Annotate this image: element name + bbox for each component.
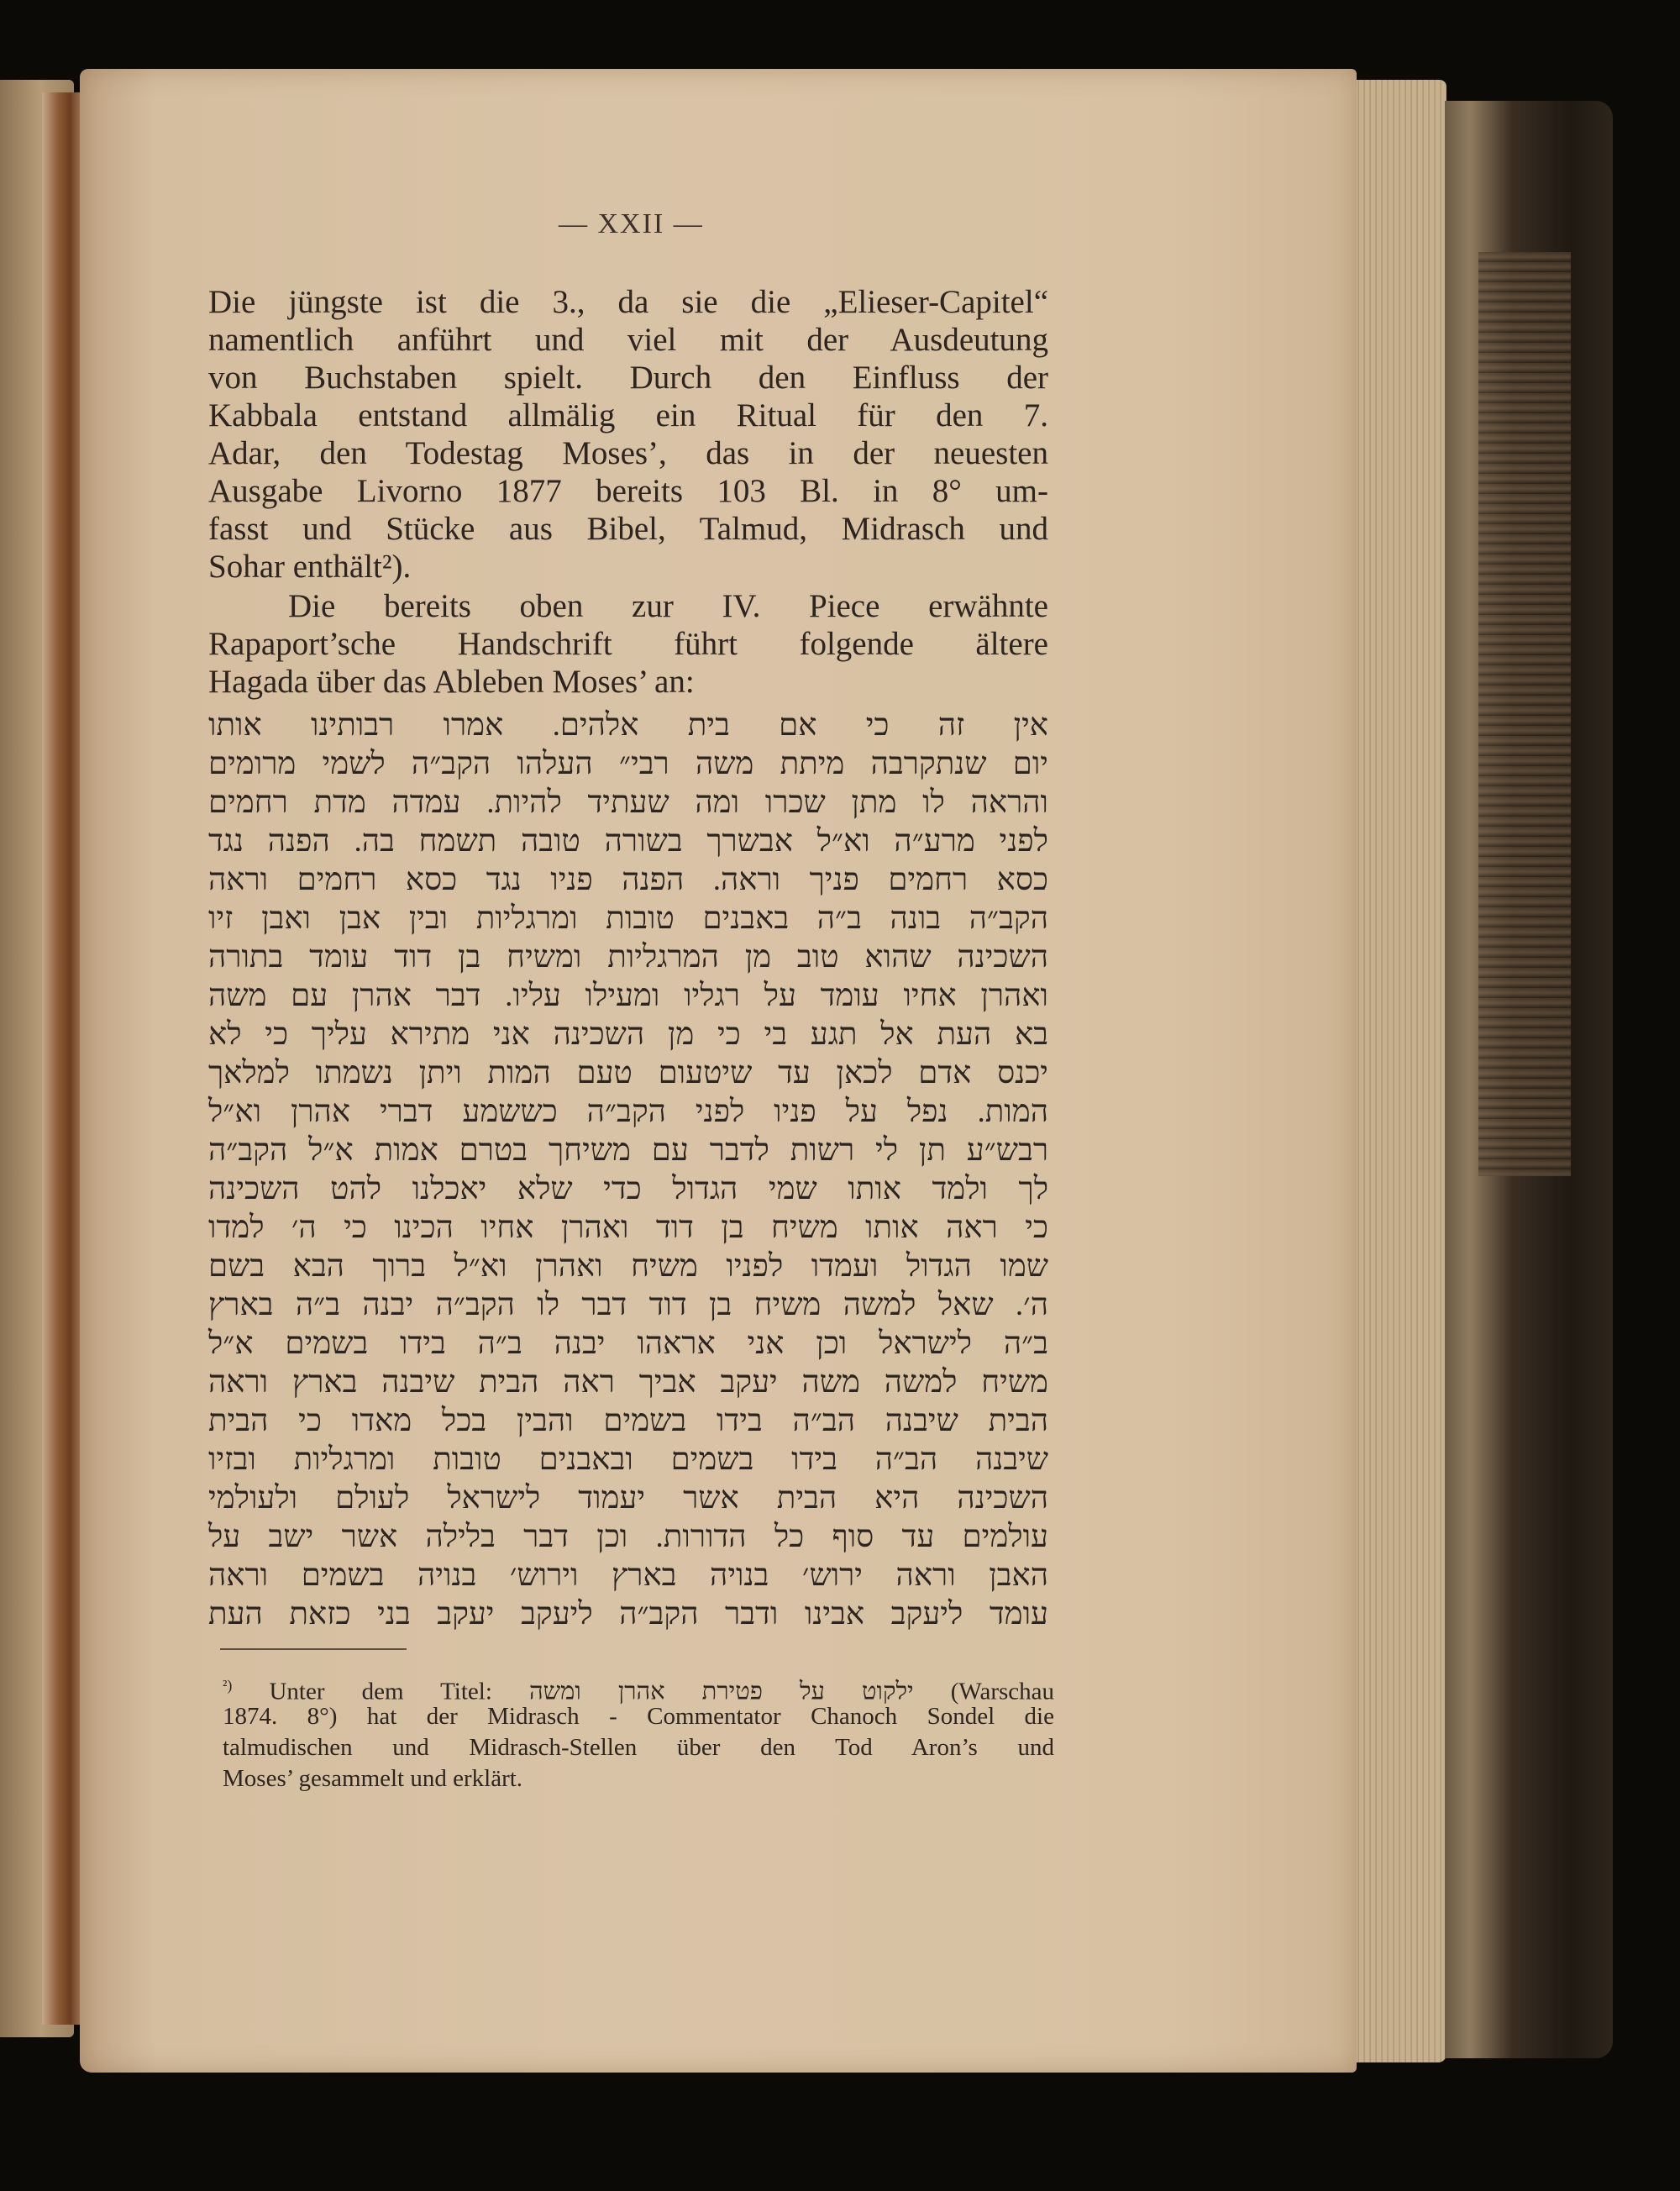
text-line: fasst und Stücke aus Bibel, Talmud, Midrasch und (208, 511, 1048, 547)
hebrew-line: האבן וראה ירוש׳ בנויה בארץ וירוש׳ בנויה בשמים וראה (208, 1558, 1048, 1593)
text-line: Hagada über das Ableben Moses’ an: (208, 664, 695, 700)
hebrew-line: ה׳. שאל למשה משיח בן דוד דבר לו הקב״ה יבנה ב״ה בארץ (208, 1288, 1048, 1322)
hebrew-line: והראה לו מתן שכרו ומה שעתיד להיות. עמדה מדת רחמים (208, 786, 1048, 820)
hebrew-line: הקב״ה בונה ב״ה באבנים טובות ומרגליות ובין אבן ואבן זיו (208, 901, 1048, 936)
hebrew-line: כי ראה אותו משיח בן דוד ואהרן אחיו הכינו כי ה׳ למדו (208, 1211, 1048, 1245)
hebrew-line: יום שנתקרבה מיתת משה רבי״ העלהו הקב״ה לשמי מרומים (208, 747, 1048, 781)
hebrew-line: כסא רחמים פניך וראה. הפנה פניו נגד כסא רחמים וראה (208, 863, 1048, 897)
hebrew-line: ב״ה לישראל וכן אני אראהו יבנה ב״ה בידו בשמים א״ל (208, 1327, 1048, 1361)
text-line: Die jüngste ist die 3., da sie die „Elieser-Capitel“ (208, 284, 1048, 320)
text-line: von Buchstaben spielt. Durch den Einfluss der (208, 360, 1048, 396)
footnote-text: Unter dem Titel: ילקוט על פטירת אהרן ומשה (Warschau (269, 1678, 1055, 1705)
text-line: Ausgabe Livorno 1877 bereits 103 Bl. in 8° um- (208, 473, 1048, 509)
hebrew-line: לפני מרע״ה וא״ל אבשרך בשורה טובה תשמח בה. הפנה נגד (208, 824, 1048, 859)
text-line: Rapaport’sche Handschrift führt folgende ältere (208, 626, 1048, 662)
hebrew-line: עומד ליעקב אבינו ודבר הקב״ה ליעקב יעקב בני כזאת העת (208, 1597, 1048, 1631)
hebrew-line: המות. נפל על פניו לפני הקב״ה כששמע דברי אהרן וא״ל (208, 1095, 1048, 1129)
book-gutter (42, 92, 82, 2025)
hebrew-line: הבית שיבנה הב״ה בידו בשמים והבין בכל מאדו כי הבית (208, 1404, 1048, 1438)
text-line: namentlich anführt und viel mit der Ausdeutung (208, 322, 1048, 358)
footnote-rule (220, 1648, 407, 1650)
page-edges (1354, 80, 1446, 2062)
footnote-marker: ²) (223, 1677, 233, 1694)
hebrew-line: שמו הגדול ועמדו לפניו משיח ואהרן וא״ל ברוך הבא בשם (208, 1249, 1048, 1284)
text-line: Sohar enthält²). (208, 549, 412, 585)
footnote-line: 1874. 8°) hat der Midrasch - Commentator Chanoch Sondel die (223, 1703, 1054, 1730)
hebrew-line: רבש״ע תן לי רשות לדבר עם משיחך בטרם אמות א״ל הקב״ה (208, 1133, 1048, 1168)
hebrew-line: אין זה כי אם בית אלהים. אמרו רבותינו אותו (208, 708, 1048, 743)
hebrew-line: יכנס אדם לכאן עד שיטעום טעם המות ויתן נשמתו למלאך (208, 1056, 1048, 1090)
hebrew-line: השכינה שהוא טוב מן המרגליות ומשיח בן דוד עומד בתורה (208, 940, 1048, 975)
text-line: Die bereits oben zur IV. Piece erwähnte (288, 588, 1048, 624)
page-number: — XXII — (559, 208, 704, 239)
hebrew-line: משיח למשה משה יעקב אביך ראה הבית שיבנה בארץ וראה (208, 1365, 1048, 1400)
text-line: Adar, den Todestag Moses’, das in der neuesten (208, 435, 1048, 471)
cover-texture (1478, 252, 1571, 1176)
hebrew-line: בא העת אל תגע בי כי מן השכינה אני מתירא עליך כי לא (208, 1017, 1048, 1052)
footnote-line: Moses’ gesammelt und erklärt. (223, 1765, 523, 1792)
hebrew-line: ואהרן אחיו עומד על רגליו ומעילו עליו. דבר אהרן עם משה (208, 979, 1048, 1013)
hebrew-line: עולמים עד סוף כל הדורות. וכן דבר בלילה אשר ישב על (208, 1520, 1048, 1554)
hebrew-line: לך ולמד אותו שמי הגדול כדי שלא יאכלנו להט השכינה (208, 1172, 1048, 1206)
hebrew-line: שיבנה הב״ה בידו בשמים ובאבנים טובות ומרגליות ובזיו (208, 1442, 1048, 1477)
text-line: Kabbala entstand allmälig ein Ritual für den 7. (208, 397, 1048, 433)
footnote-line: talmudischen und Midrasch-Stellen über den Tod Aron’s und (223, 1734, 1054, 1761)
hebrew-line: השכינה היא הבית אשר יעמוד לישראל לעולם ולעולמי (208, 1481, 1048, 1516)
